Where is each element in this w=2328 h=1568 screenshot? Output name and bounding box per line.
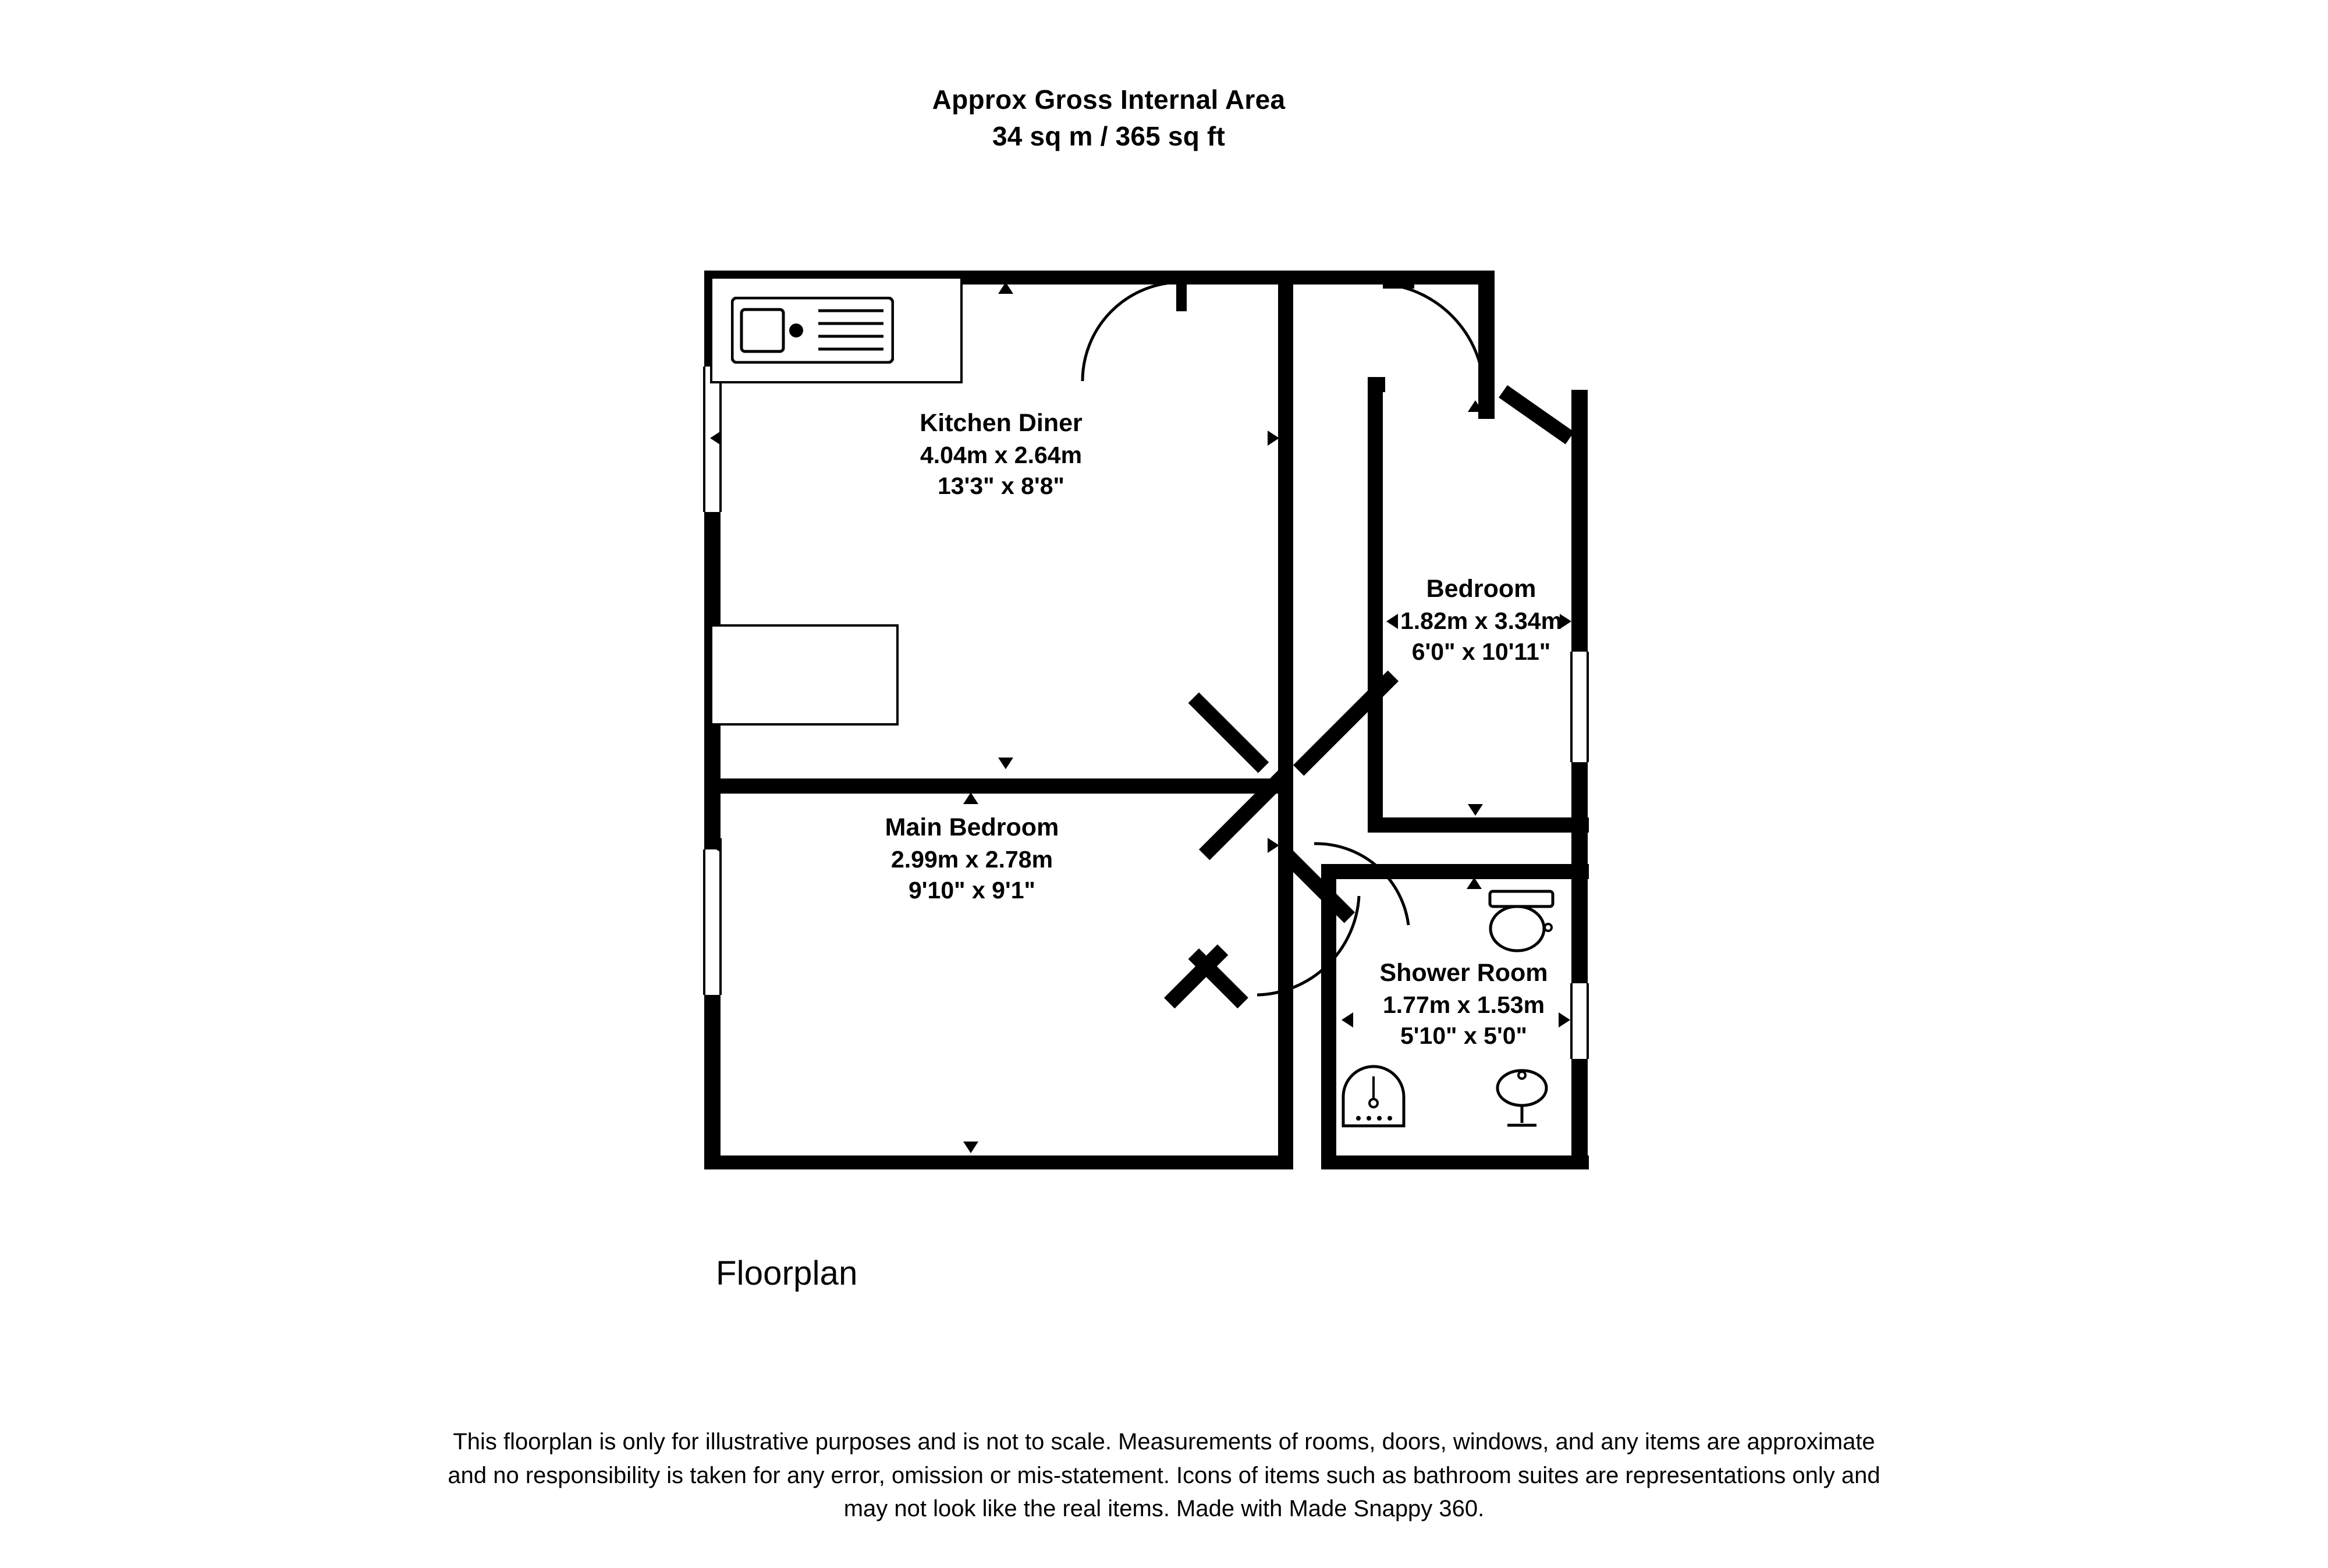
room-dim-metric: 2.99m x 2.78m [890, 845, 1053, 873]
room-label-main-bedroom [835, 812, 1109, 906]
dim-arrow-bedroom-bottom [1468, 804, 1483, 816]
wall-kitchen-bedroom-divider [704, 778, 1293, 794]
dim-arrow-main-bedroom-bottom [963, 1142, 978, 1153]
wall-bedroom-bottom [1368, 817, 1589, 833]
wall-kitchen-right [1278, 271, 1293, 794]
dim-arrow-kitchen-bottom [998, 758, 1013, 769]
area-summary-value: 34 sq m / 365 sq ft [992, 121, 1226, 152]
room-name: Kitchen Diner [920, 409, 1083, 437]
floorplan-caption: Floorplan [716, 1254, 858, 1292]
sink-icon [731, 297, 894, 364]
dim-arrow-kitchen-right [1268, 431, 1279, 446]
dim-arrow-shower-top [1467, 877, 1482, 889]
room-name: Shower Room [1379, 959, 1548, 987]
disclaimer-line-3: may not look like the real items. Made with Made Snappy 360. [843, 1496, 1485, 1522]
wall-bottom-main-bedroom [704, 1155, 1292, 1169]
room-dim-metric: 1.82m x 3.34m [1400, 607, 1563, 634]
window-main-bedroom-left[interactable] [703, 849, 722, 995]
dim-arrow-main-bedroom-top [963, 792, 978, 804]
room-name: Bedroom [1426, 575, 1536, 603]
floorplan-drawing [675, 250, 1676, 1210]
room-name: Main Bedroom [885, 813, 1059, 841]
door-bedroom-entry[interactable] [1379, 279, 1496, 413]
dim-arrow-kitchen-left [710, 431, 722, 446]
shower-icon [1339, 1065, 1408, 1132]
disclaimer-line-1: This floorplan is only for illustrative purposes and is not to scale. Measurements of rooms, doors, windows, and any items are approximate [453, 1429, 1875, 1455]
area-summary-title: Approx Gross Internal Area [932, 84, 1286, 115]
toilet-icon [1485, 889, 1561, 956]
wall-hall-angle-5 [1188, 692, 1269, 773]
dim-arrow-main-bedroom-left [710, 838, 722, 853]
window-bedroom-right[interactable] [1570, 652, 1589, 762]
wall-bedroom-chamfer-right [1499, 385, 1574, 445]
door-kitchen-entry[interactable] [1059, 279, 1187, 396]
disclaimer-line-2: and no responsibility is taken for any error, omission or mis-statement. Icons of items such as bathroom suites are representations only and [448, 1462, 1880, 1488]
dim-arrow-kitchen-top [998, 282, 1013, 294]
area-summary [0, 81, 2328, 155]
dim-arrow-main-bedroom-right [1268, 838, 1279, 853]
wall-shower-bottom [1321, 1155, 1589, 1169]
dim-arrow-bedroom-top [1468, 400, 1483, 412]
wash-basin-icon [1490, 1065, 1554, 1132]
door-shower-room[interactable] [1310, 838, 1420, 931]
room-dim-imperial: 5'10" x 5'0" [1400, 1022, 1527, 1050]
room-dim-imperial: 9'10" x 9'1" [909, 877, 1035, 904]
room-dim-metric: 4.04m x 2.64m [920, 441, 1083, 468]
room-label-kitchen-diner [867, 407, 1135, 502]
room-dim-imperial: 6'0" x 10'11" [1411, 638, 1551, 666]
disclaimer [0, 1425, 2328, 1526]
room-label-bedroom [1344, 573, 1618, 667]
room-label-shower-room [1330, 957, 1598, 1051]
room-dim-imperial: 13'3" x 8'8" [938, 472, 1064, 500]
room-dim-metric: 1.77m x 1.53m [1382, 991, 1545, 1018]
